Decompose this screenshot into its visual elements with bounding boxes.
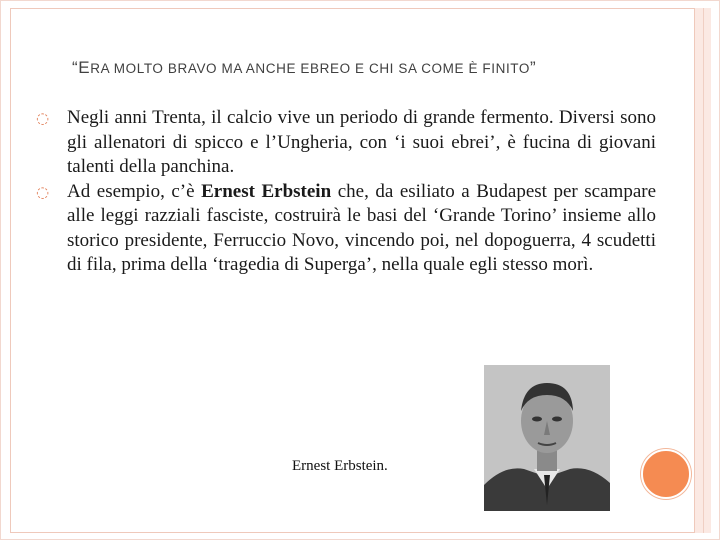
slide-title — [72, 58, 672, 78]
bullet-text-2-before: Ad esempio, c’è — [67, 180, 202, 202]
decorative-circle — [641, 449, 691, 499]
decorative-side-strip — [695, 8, 711, 533]
bullet-text-1: Negli anni Trenta, il calcio vive un periodo di grande fermento. Diversi sono gli allenatori di spicco e l’Ungheria, con ‘i suoi ebrei’, è fucina di giovani talenti della panchina. — [67, 107, 656, 177]
bullet-item-2 — [36, 180, 656, 278]
bullet-text-2-after: che, da esiliato a Budapest per scampare alle leggi razziali fasciste, costruirà le basi del ‘Grande Torino’ insieme allo storico presidente, Ferruccio Novo, vincendo poi, nel dopoguerra, 4 scudetti di fila, prima della ‘tragedia di Superga’, nella quale egli stesso morì. — [67, 180, 657, 275]
title-rest: RA MOLTO BRAVO MA ANCHE EBREO E CHI SA COME È FINITO — [90, 61, 531, 76]
bullet-marker-icon: ◌ — [36, 109, 50, 127]
bullet-text-2-name: Ernest Erbstein — [201, 180, 332, 202]
portrait-illustration — [484, 365, 610, 511]
title-first-letter: E — [78, 58, 91, 77]
portrait-photo — [484, 365, 610, 511]
photo-caption: Ernest Erbstein. — [292, 458, 388, 474]
bullet-marker-icon: ◌ — [36, 182, 50, 201]
bullet-list — [36, 106, 656, 278]
bullet-item-1 — [36, 106, 656, 180]
strip-line — [703, 8, 704, 533]
title-open-quote: “ — [72, 58, 79, 77]
title-close-quote: ” — [530, 58, 537, 77]
